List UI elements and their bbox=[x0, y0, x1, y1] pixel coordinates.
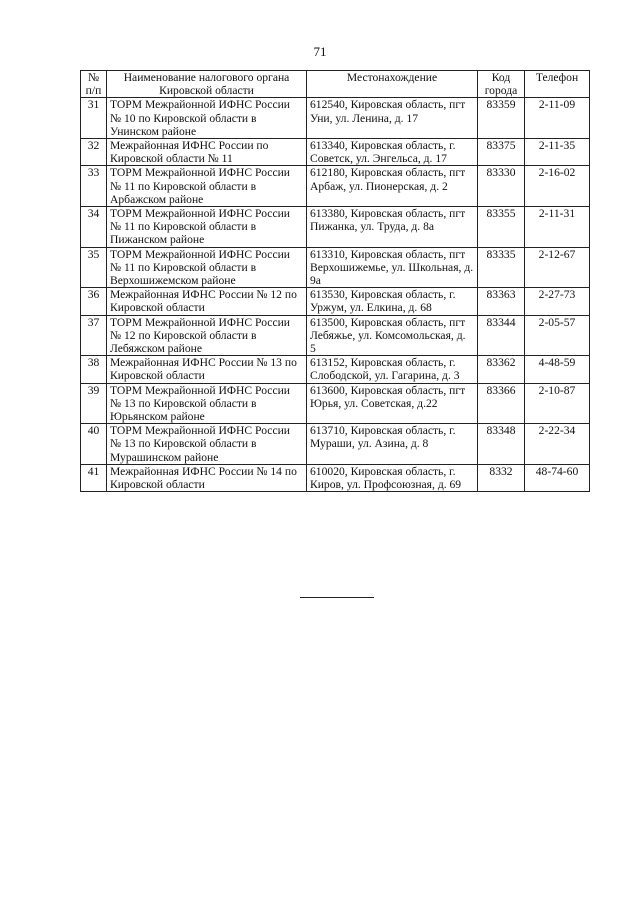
cell-num: 38 bbox=[81, 356, 107, 383]
cell-address: 613152, Кировская область, г. Слободской, ул. Гагарина, д. 3 bbox=[307, 356, 478, 383]
cell-phone: 2-27-73 bbox=[525, 288, 590, 315]
table-body bbox=[81, 98, 590, 492]
cell-address: 613380, Кировская область, пгт Пижанка, ул. Труда, д. 8а bbox=[307, 207, 478, 248]
cell-phone: 2-16-02 bbox=[525, 166, 590, 207]
cell-address: 613340, Кировская область, г. Советск, ул. Энгельса, д. 17 bbox=[307, 139, 478, 166]
cell-code: 83330 bbox=[478, 166, 525, 207]
cell-name: ТОРМ Межрайонной ИФНС России № 11 по Кировской области в Верхошижемском районе bbox=[107, 247, 307, 288]
table-row bbox=[81, 139, 590, 166]
cell-phone: 2-11-31 bbox=[525, 207, 590, 248]
cell-phone: 2-12-67 bbox=[525, 247, 590, 288]
cell-code: 83335 bbox=[478, 247, 525, 288]
cell-phone: 2-05-57 bbox=[525, 315, 590, 356]
cell-name: Межрайонная ИФНС России № 14 по Кировской области bbox=[107, 464, 307, 491]
cell-code: 83359 bbox=[478, 98, 525, 139]
cell-code: 83344 bbox=[478, 315, 525, 356]
table-row bbox=[81, 356, 590, 383]
cell-address: 612180, Кировская область, пгт Арбаж, ул. Пионерская, д. 2 bbox=[307, 166, 478, 207]
cell-address: 613500, Кировская область, пгт Лебяжье, ул. Комсомольская, д. 5 bbox=[307, 315, 478, 356]
cell-name: Межрайонная ИФНС России № 13 по Кировской области bbox=[107, 356, 307, 383]
page-number: 71 bbox=[313, 44, 327, 59]
table-row bbox=[81, 247, 590, 288]
cell-name: Межрайонная ИФНС России по Кировской области № 11 bbox=[107, 139, 307, 166]
cell-name: ТОРМ Межрайонной ИФНС России № 11 по Кировской области в Арбажском районе bbox=[107, 166, 307, 207]
cell-name: ТОРМ Межрайонной ИФНС России № 13 по Кировской области в Мурашинском районе bbox=[107, 424, 307, 465]
header-code: Код города bbox=[478, 71, 525, 98]
cell-num: 35 bbox=[81, 247, 107, 288]
cell-code: 83375 bbox=[478, 139, 525, 166]
cell-num: 40 bbox=[81, 424, 107, 465]
cell-name: ТОРМ Межрайонной ИФНС России № 11 по Кировской области в Пижанском районе bbox=[107, 207, 307, 248]
header-phone: Телефон bbox=[525, 71, 590, 98]
cell-code: 8332 bbox=[478, 464, 525, 491]
header-name: Наименование налогового органа Кировской области bbox=[107, 71, 307, 98]
cell-num: 32 bbox=[81, 139, 107, 166]
cell-code: 83362 bbox=[478, 356, 525, 383]
cell-address: 610020, Кировская область, г. Киров, ул. Профсоюзная, д. 69 bbox=[307, 464, 478, 491]
table-row bbox=[81, 288, 590, 315]
cell-name: ТОРМ Межрайонной ИФНС России № 13 по Кировской области в Юрьянском районе bbox=[107, 383, 307, 424]
cell-phone: 2-10-87 bbox=[525, 383, 590, 424]
cell-num: 36 bbox=[81, 288, 107, 315]
end-rule bbox=[300, 597, 374, 598]
cell-name: Межрайонная ИФНС России № 12 по Кировской области bbox=[107, 288, 307, 315]
cell-code: 83366 bbox=[478, 383, 525, 424]
header-num: № п/п bbox=[81, 71, 107, 98]
table-row bbox=[81, 166, 590, 207]
table-row bbox=[81, 464, 590, 491]
cell-num: 31 bbox=[81, 98, 107, 139]
tax-offices-table bbox=[80, 70, 590, 492]
cell-code: 83355 bbox=[478, 207, 525, 248]
cell-phone: 2-22-34 bbox=[525, 424, 590, 465]
cell-name: ТОРМ Межрайонной ИФНС России № 10 по Кировской области в Унинском районе bbox=[107, 98, 307, 139]
header-address: Местонахождение bbox=[307, 71, 478, 98]
cell-name: ТОРМ Межрайонной ИФНС России № 12 по Кировской области в Лебяжском районе bbox=[107, 315, 307, 356]
cell-phone: 48-74-60 bbox=[525, 464, 590, 491]
cell-num: 34 bbox=[81, 207, 107, 248]
cell-code: 83348 bbox=[478, 424, 525, 465]
table-row bbox=[81, 383, 590, 424]
cell-num: 41 bbox=[81, 464, 107, 491]
cell-num: 37 bbox=[81, 315, 107, 356]
cell-code: 83363 bbox=[478, 288, 525, 315]
cell-address: 613310, Кировская область, пгт Верхошижемье, ул. Школьная, д. 9а bbox=[307, 247, 478, 288]
table-row bbox=[81, 207, 590, 248]
cell-address: 613710, Кировская область, г. Мураши, ул. Азина, д. 8 bbox=[307, 424, 478, 465]
cell-phone: 4-48-59 bbox=[525, 356, 590, 383]
table-row bbox=[81, 315, 590, 356]
cell-phone: 2-11-35 bbox=[525, 139, 590, 166]
cell-num: 39 bbox=[81, 383, 107, 424]
cell-address: 613600, Кировская область, пгт Юрья, ул. Советская, д.22 bbox=[307, 383, 478, 424]
cell-address: 613530, Кировская область, г. Уржум, ул. Елкина, д. 68 bbox=[307, 288, 478, 315]
table-row bbox=[81, 98, 590, 139]
table-row bbox=[81, 424, 590, 465]
table-header-row bbox=[81, 71, 590, 98]
cell-phone: 2-11-09 bbox=[525, 98, 590, 139]
cell-address: 612540, Кировская область, пгт Уни, ул. Ленина, д. 17 bbox=[307, 98, 478, 139]
cell-num: 33 bbox=[81, 166, 107, 207]
